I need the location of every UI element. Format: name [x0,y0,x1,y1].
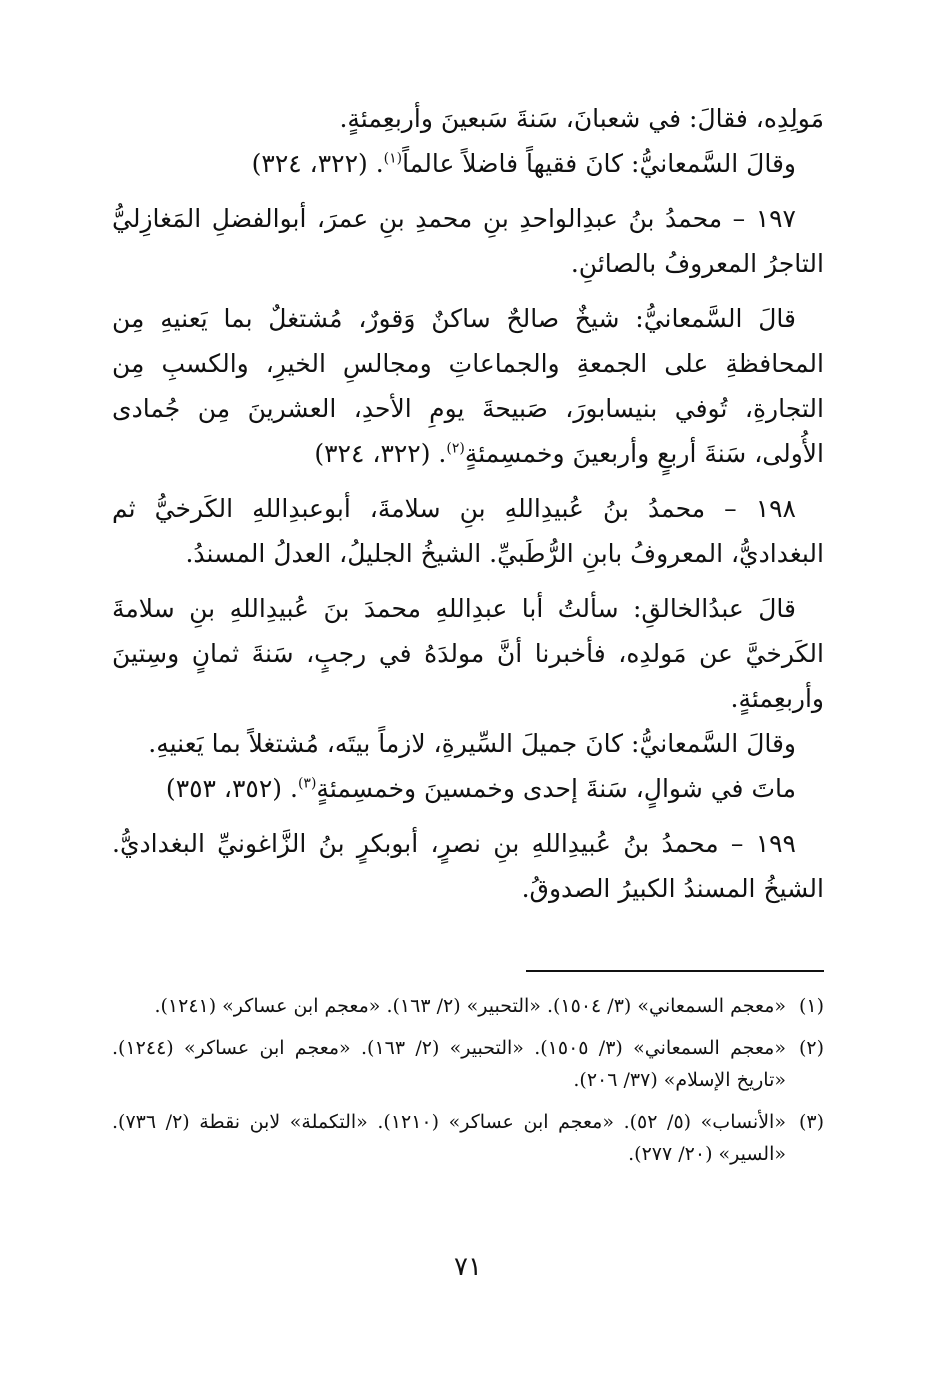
entry-198-text: ١٩٨ – محمدُ بنُ عُبيدِاللهِ بنِ سلامةَ، أبوعبدِاللهِ الكَرخيُّ ثم البغداديُّ، المعروفُ بابنِ الرُّطَبيِّ. الشيخُ الجليلُ، العدلُ المسندُ. [112,494,824,568]
footnote-2-number: (٢) [798,1037,824,1059]
entry-199-text: ١٩٩ – محمدُ بنُ عُبيدِاللهِ بنِ نصرٍ، أبوبكرٍ بنُ الزَّاغونيِّ البغداديُّ. الشيخُ المسندُ الكبيرُ الصدوقُ. [112,829,824,903]
footnote-ref-3[interactable]: (٣) [297,775,317,792]
paragraph-1-text: مَولِدِه، فقالَ: في شعبانَ، سَنةَ سَبعينَ وأربعِمئةٍ. [339,104,824,133]
footnote-2-text: «معجم السمعاني» (٣/ ١٥٠٥). «التحبير» (٢/ ١٦٣). «معجم ابن عساكر» (١٢٤٤). «تاريخ الإسلام» (٣٧/ ٢٠٦). [112,1037,786,1091]
main-text [112,96,824,911]
footnote-ref-2[interactable]: (٢) [446,440,465,457]
paragraph-6 [112,586,824,721]
footnote-3-number: (٣) [798,1111,824,1133]
paragraph-8 [112,766,824,811]
footnote-2 [112,1032,824,1096]
paragraph-8-text: ماتَ في شوالٍ، سَنةَ إحدى وخمسينَ وخمسِمئةٍ [316,774,796,803]
paragraph-7 [112,721,824,766]
footnote-divider [526,970,824,972]
footnote-1-text: «معجم السمعاني» (٣/ ١٥٠٤). «التحبير» (٢/ ١٦٣). «معجم ابن عساكر» (١٢٤١). [154,995,786,1017]
footnote-1-number: (١) [798,995,824,1017]
paragraph-4-ref: . (٣٢٢، ٣٢٤) [314,439,447,468]
footnotes [112,990,824,1180]
footnote-3-text: «الأنساب» (٥/ ٥٢). «معجم ابن عساكر» (١٢١٠). «التكملة» لابن نقطة (٢/ ٧٣٦). «السير» (٢٠/ ٢٧٧). [112,1111,786,1165]
entry-197-text: ١٩٧ – محمدُ بنُ عبدِالواحدِ بنِ محمدِ بنِ عمرَ، أبوالفضلِ المَغازِليُّ التاجرُ المعروفُ بالصائنِ. [112,204,824,278]
paragraph-2 [112,141,824,186]
footnote-3 [112,1106,824,1170]
paragraph-8-ref: . (٣٥٢، ٣٥٣) [165,774,298,803]
paragraph-2-text: وقالَ السَّمعانيُّ: كانَ فقيهاً فاضلاً عالماً [402,149,796,178]
footnote-ref-1[interactable]: (١) [383,150,403,167]
paragraph-4 [112,296,824,476]
paragraph-4-text: قالَ السَّمعانيُّ: شيخٌ صالحٌ ساكنٌ وَقورٌ، مُشتغلٌ بما يَعنيهِ مِن المحافظةِ على الجمعةِ والجماعاتِ ومجالسِ الخيرِ، والكسبِ مِن التجارةِ، تُوفي بنيسابورَ، صَبيحةَ يومِ الأحدِ، العشرينَ مِن جُمادى الأُولى، سَنةَ أربعٍ وأربعينَ وخمسِمئةٍ [112,304,824,468]
paragraph-1 [112,96,824,141]
entry-199 [112,821,824,911]
entry-198 [112,486,824,576]
paragraph-2-ref: . (٣٢٢، ٣٢٤) [251,149,384,178]
entry-197 [112,196,824,286]
paragraph-7-text: وقالَ السَّمعانيُّ: كانَ جميلَ السِّيرةِ، لازماً بيتَه، مُشتغلاً بما يَعنيهِ. [148,729,796,758]
footnote-1 [112,990,824,1022]
paragraph-6-text: قالَ عبدُالخالقِ: سألتُ أبا عبدِاللهِ محمدَ بنَ عُبيدِاللهِ بنِ سلامةَ الكَرخيَّ عن مَولدِه، فأخبرنا أنَّ مولدَهُ في رجبٍ، سَنةَ ثمانٍ وسِتينَ وأربعِمئةٍ. [112,594,824,713]
page-number: ٧١ [454,1252,482,1282]
